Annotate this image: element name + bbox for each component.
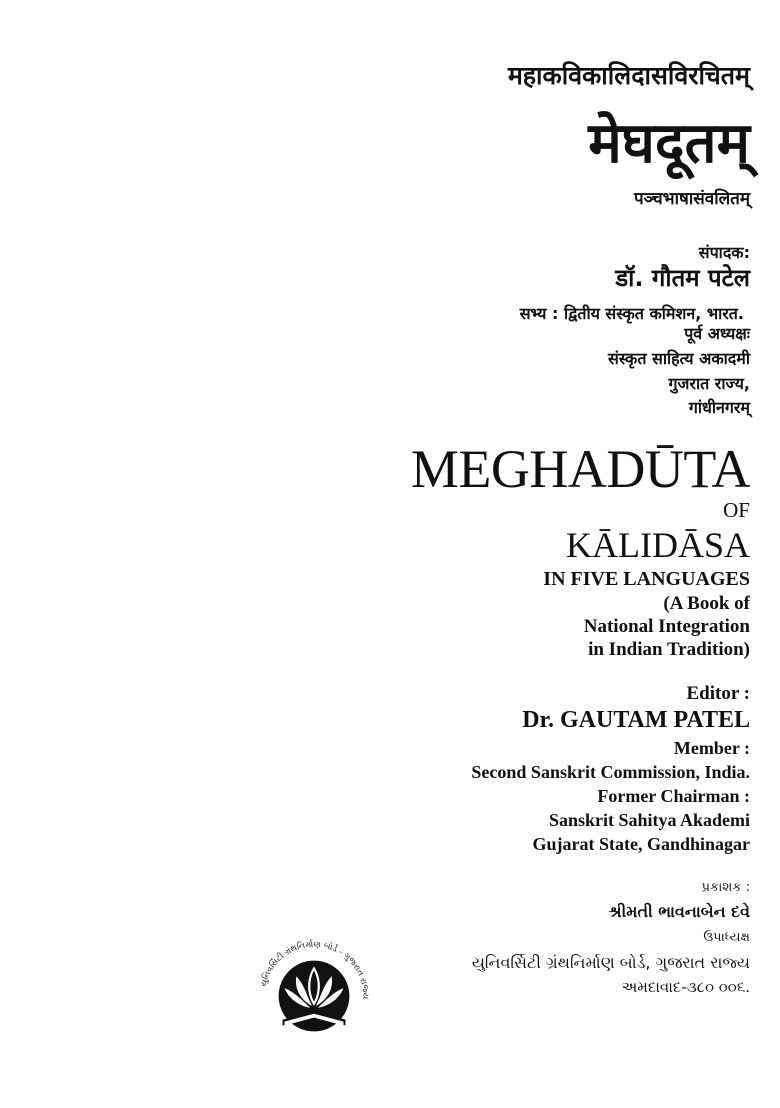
english-book-line-1: (A Book of bbox=[663, 593, 750, 614]
english-member-label: Member : bbox=[673, 738, 750, 758]
sanskrit-city: गांधीनगरम् bbox=[688, 398, 750, 417]
logo-ring-text: યુનિવર્સિટી ગ્રંથનિર્માણ બોર્ડ - ગુજરાત રાજ્ય bbox=[257, 938, 372, 1000]
sanskrit-member-line: सभ्य : द्वितीय संस्कृत कमिशन, भारत. bbox=[519, 304, 744, 323]
sanskrit-academy: संस्कृत साहित्य अकादमी bbox=[608, 349, 750, 368]
english-academy: Sanskrit Sahitya Akademi bbox=[548, 810, 750, 830]
sanskrit-header: महाकविकालिदासविरचितम् bbox=[507, 61, 750, 90]
english-former-label: Former Chairman : bbox=[597, 786, 750, 806]
sanskrit-state: गुजरात राज्य, bbox=[668, 374, 750, 393]
english-of: OF bbox=[723, 498, 750, 522]
english-book-line-3: in Indian Tradition) bbox=[588, 639, 750, 660]
english-title: MEGHADŪTA bbox=[410, 439, 750, 499]
gujarati-board: યુનિવર્સિટી ગ્રંથનિર્માણ બોર્ડ, ગુજરાત રાજ્ય bbox=[471, 953, 750, 972]
gujarati-publisher-label: પ્રકાશક : bbox=[701, 880, 750, 895]
gujarati-publisher-name: શ્રીમતી ભાવનાબેન દવે bbox=[608, 902, 750, 921]
english-commission: Second Sanskrit Commission, India. bbox=[471, 762, 750, 782]
english-editor-label: Editor : bbox=[686, 683, 750, 704]
sanskrit-subtitle: पञ्चभाषासंवलितम् bbox=[633, 189, 750, 209]
sanskrit-editor-label: संपादक: bbox=[698, 243, 750, 262]
english-editor-name: Dr. GAUTAM PATEL bbox=[522, 707, 750, 733]
sanskrit-editor-name: डॉ. गौतम पटेल bbox=[615, 264, 750, 292]
english-author: KĀLIDĀSA bbox=[566, 525, 750, 565]
sanskrit-title: मेघदूतम् bbox=[588, 111, 750, 176]
english-state: Gujarat State, Gandhinagar bbox=[532, 834, 750, 854]
gujarati-address: અમદાવાદ-૩૮૦ ૦૦૬. bbox=[621, 978, 750, 992]
english-subtitle: IN FIVE LANGUAGES bbox=[543, 568, 750, 590]
lotus-book-emblem-icon bbox=[255, 937, 373, 1055]
english-book-line-2: National Integration bbox=[583, 616, 750, 637]
sanskrit-former-label: पूर्व अध्यक्षः bbox=[684, 324, 750, 343]
gujarati-vice-label: ઉપાધ્યક્ષ bbox=[703, 930, 750, 945]
